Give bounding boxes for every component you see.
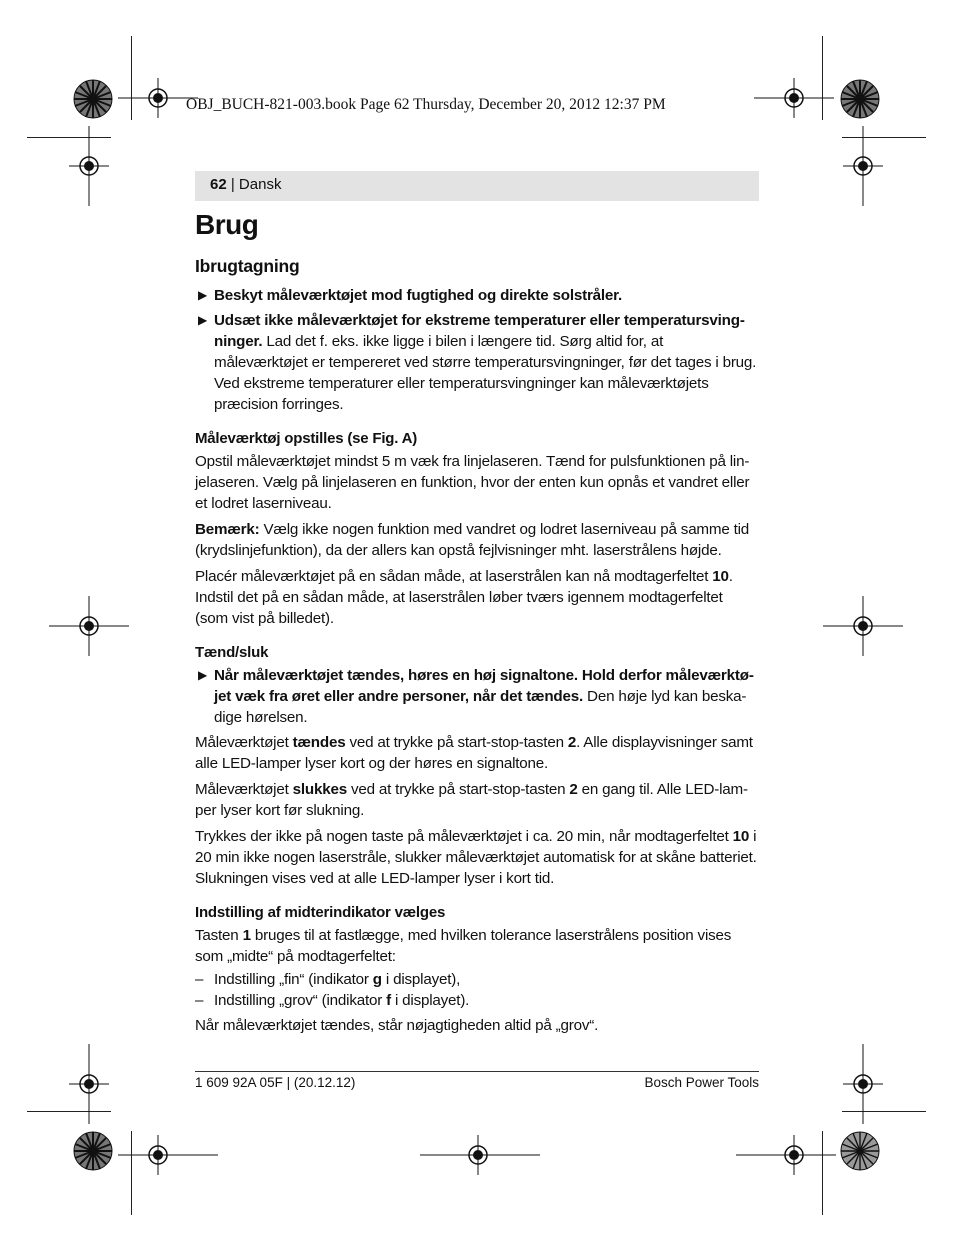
paragraph: Placér måleværktøjet på en sådan måde, at laserstrålen kan nå modtagerfeltet 10. Indstil det på en sådan måde, at laserstrålen løber tværs igennem modtagerfeltet (som vist på billedet). xyxy=(195,568,733,627)
paragraph: Trykkes der ikke på nogen taste på måleværktøjet i ca. 20 min, når modtagerfeltet 10 i 20 min ikke nogen laserstråle, slukker måleværktøjet automatisk for at skåne batteriet. Slukningen vises ved at alle LED-lamper lyser i kort tid. xyxy=(195,828,757,887)
registration-mark-icon xyxy=(420,1135,540,1175)
paragraph: Tasten 1 bruges til at fastlægge, med hvilken tolerance laserstrålens position vises som „midte“ på modtagerfeltet: xyxy=(195,927,732,965)
paragraph: Bemærk: Vælg ikke nogen funktion med vandret og lodret laserniveau på samme tid (krydslinjefunktion), da der allers kan opstå fejlvisninger mht. laserstrålens højde. xyxy=(195,521,750,559)
triangle-bullet-icon: ▶ xyxy=(198,668,208,682)
header-language: Dansk xyxy=(238,176,282,193)
section-heading: Ibrugtagning xyxy=(195,256,300,276)
warning-bullet: ▶ Når måleværktøjet tændes, høres en høj signaltone. Hold derfor måleværktøjet væk fra øret eller andre personer, når det tændes. Den høje lyd kan beskadige hørelsen. xyxy=(198,667,754,726)
warning-bullet: ▶ Udsæt ikke måleværktøjet for ekstreme temperaturer eller temperatursvingninger. Lad det f. eks. ikke ligge i bilen i længere tid. Sørg altid for, at måleværktøjet er tempereret ved større temperatursvingninger, før det tages i brug. Ved ekstreme temperaturer eller temperatursvingninger kan måleværktøjets præcision forringes. xyxy=(198,312,757,413)
star-target-icon xyxy=(840,79,880,119)
footer-doc-number: 1 609 92A 05F | (20.12.12) xyxy=(195,1075,356,1090)
footer-divider xyxy=(195,1071,759,1072)
triangle-bullet-icon: ▶ xyxy=(198,288,208,302)
paragraph: Opstil måleværktøjet mindst 5 m væk fra linjelaseren. Tænd for pulsfunktionen på linjelaseren. Vælg på linjelaseren en funktion, hvor der enten kun opnås et vandret eller et lodret laserniveau. xyxy=(195,453,750,512)
page-title: Brug xyxy=(195,209,259,240)
registration-mark-icon xyxy=(843,1044,883,1124)
subsection-heading: Måleværktøj opstilles (se Fig. A) xyxy=(195,430,418,447)
print-slug: OBJ_BUCH-821-003.book Page 62 Thursday, December 20, 2012 12:37 PM xyxy=(186,96,666,113)
paragraph: Måleværktøjet slukkes ved at trykke på start-stop-tasten 2 en gang til. Alle LED-lamper lyser kort før slukning. xyxy=(195,781,749,819)
paragraph: Når måleværktøjet tændes, står nøjagtigheden altid på „grov“. xyxy=(195,1017,599,1034)
registration-mark-icon xyxy=(754,78,834,118)
star-target-icon xyxy=(840,1131,880,1171)
list-item: – Indstilling „grov“ (indikator f i displayet). xyxy=(195,992,470,1009)
footer-brand: Bosch Power Tools xyxy=(644,1075,759,1090)
warning-bullet: ▶ Beskyt måleværktøjet mod fugtighed og direkte solstråler. xyxy=(198,287,623,304)
registration-mark-icon xyxy=(69,1044,109,1124)
header-separator: | xyxy=(226,176,239,193)
star-target-icon xyxy=(73,1131,113,1171)
page-number: 62 | Dansk xyxy=(210,176,282,193)
star-target-icon xyxy=(73,79,113,119)
triangle-bullet-icon: ▶ xyxy=(198,313,208,327)
registration-mark-icon xyxy=(118,1135,218,1175)
registration-mark-icon xyxy=(736,1135,836,1175)
subsection-heading: Tænd/sluk xyxy=(195,644,269,661)
list-item: – Indstilling „fin“ (indikator g i displayet), xyxy=(195,971,461,988)
registration-mark-icon xyxy=(69,126,109,206)
registration-mark-icon xyxy=(843,126,883,206)
registration-mark-icon xyxy=(823,596,903,656)
page-content xyxy=(195,208,759,1041)
subsection-heading: Indstilling af midterindikator vælges xyxy=(195,904,446,921)
paragraph: Måleværktøjet tændes ved at trykke på start-stop-tasten 2. Alle displayvisninger samt alle LED-lamper lyser kort og der høres en signaltone. xyxy=(195,734,753,772)
page-header xyxy=(195,171,759,201)
registration-mark-icon xyxy=(49,596,129,656)
